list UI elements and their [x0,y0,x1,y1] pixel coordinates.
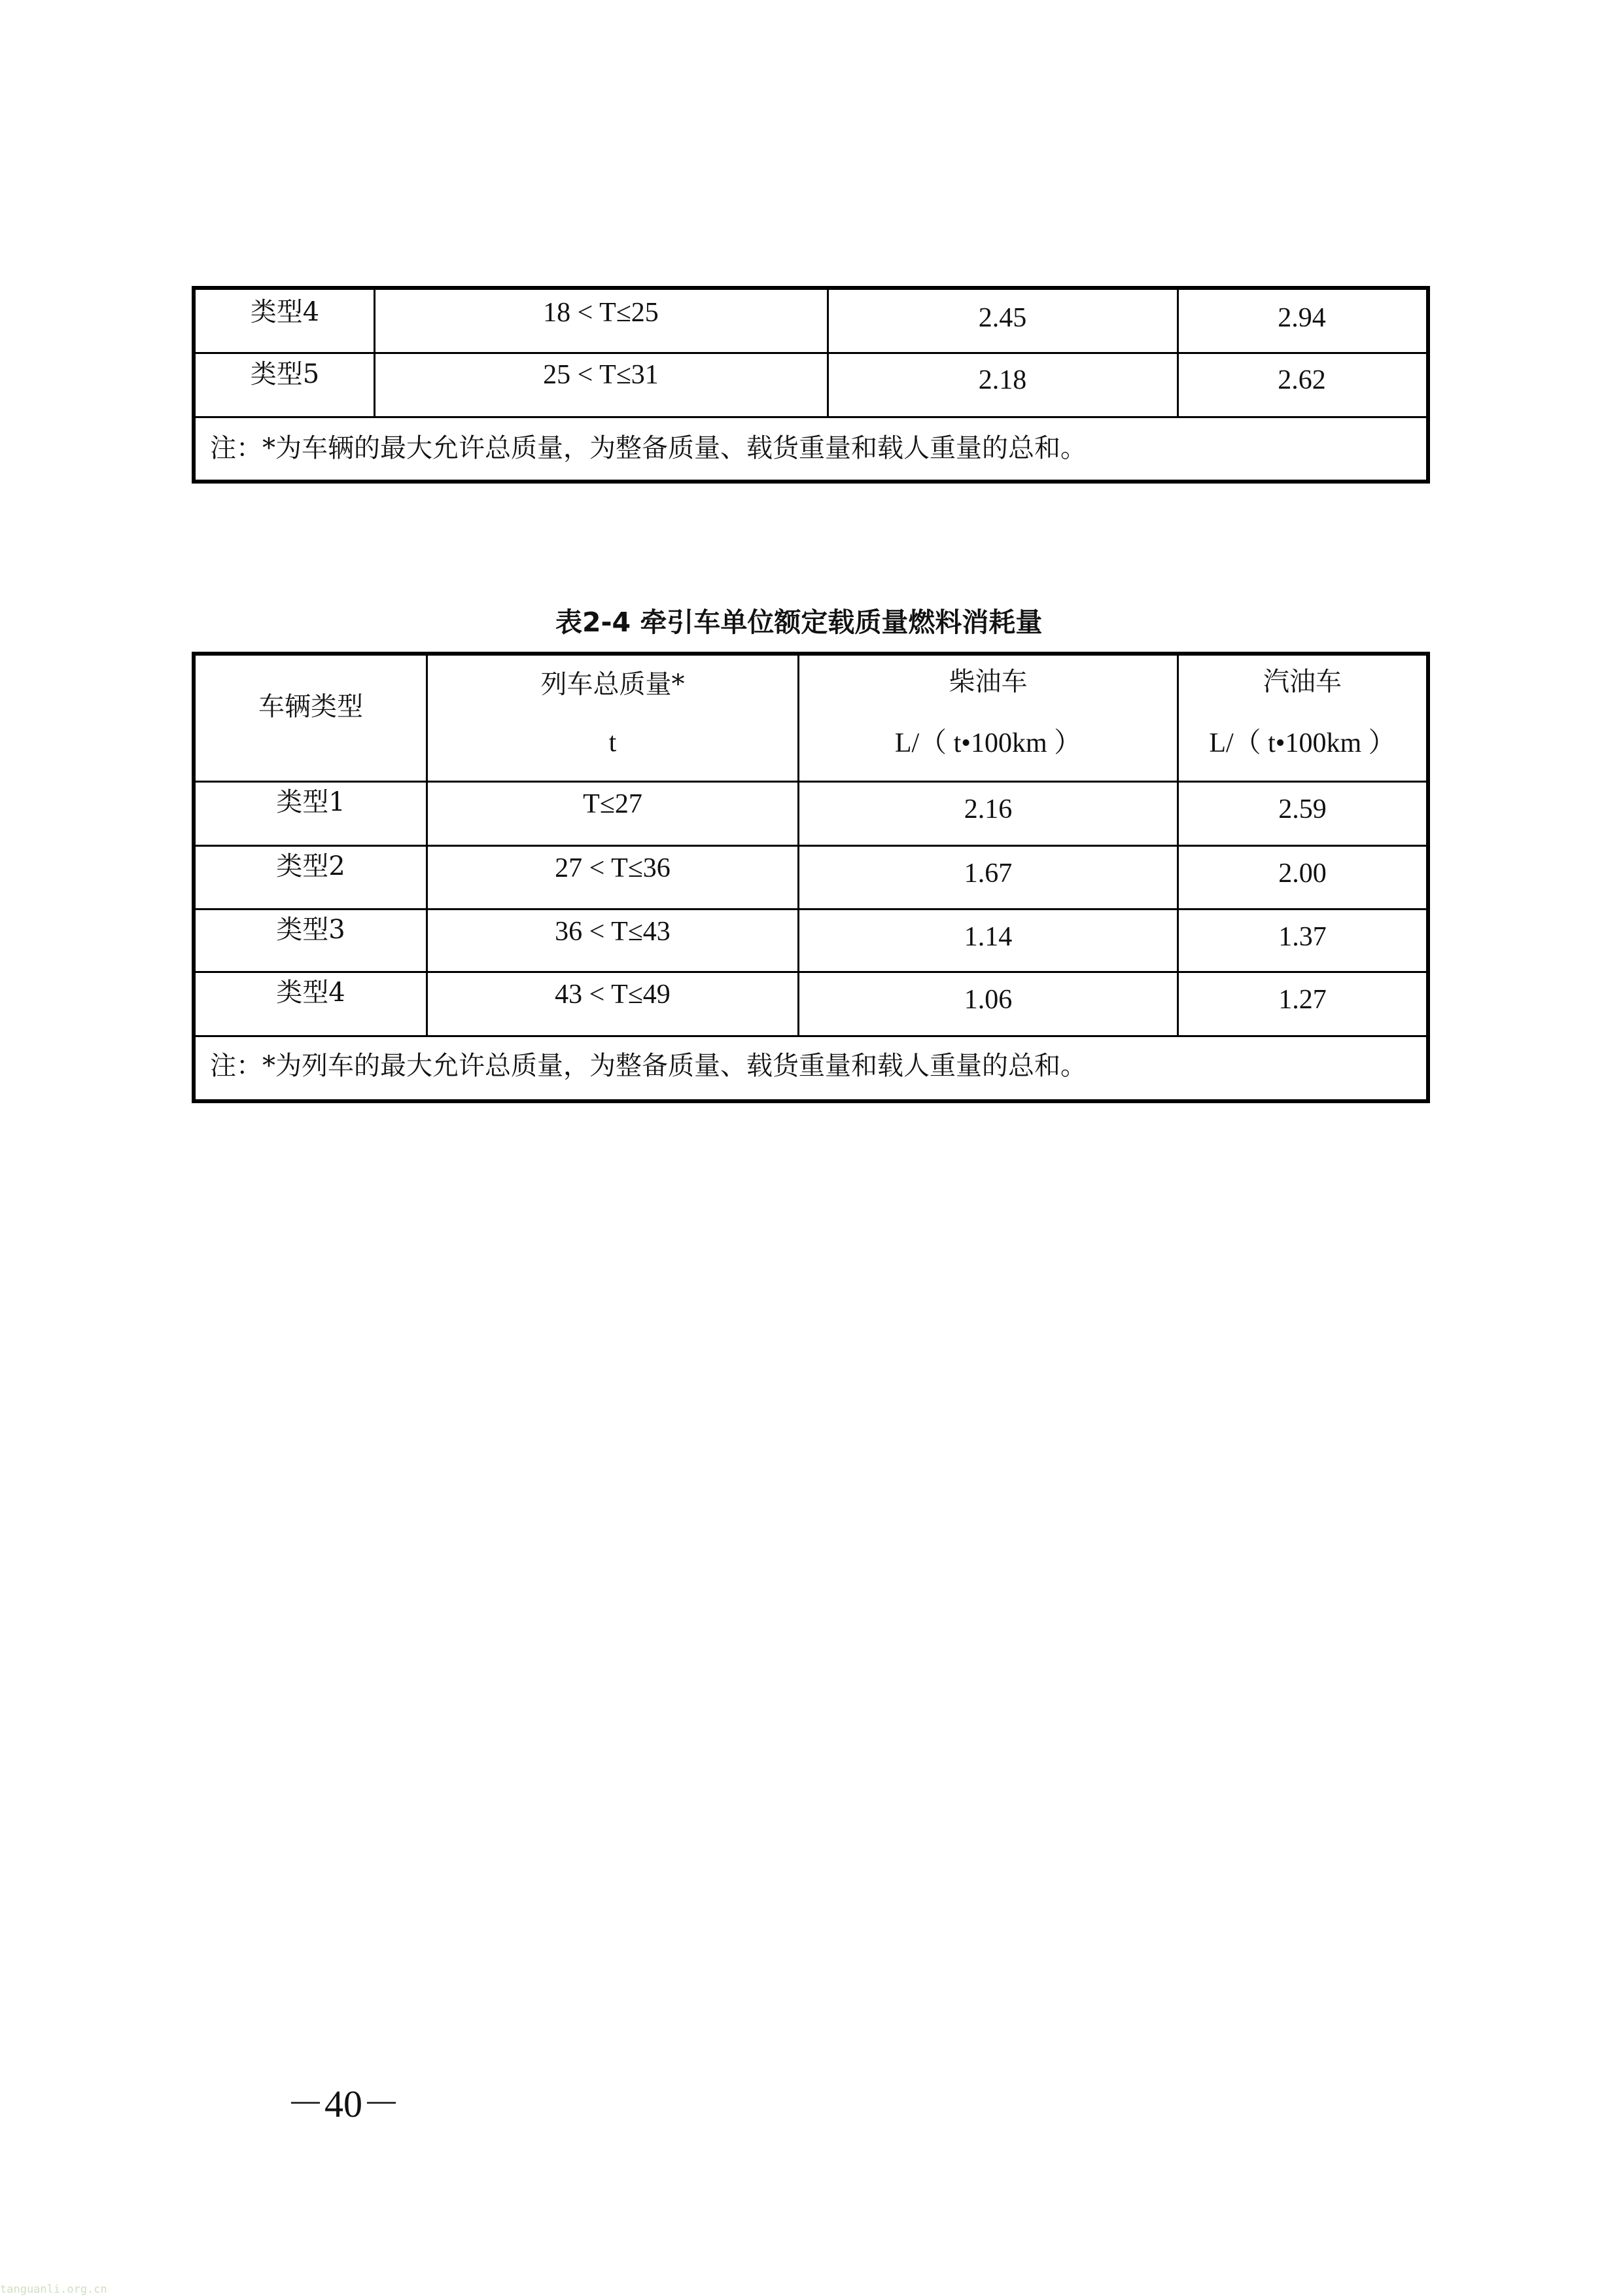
header-unit: t [608,728,617,758]
cell-type [196,973,426,1035]
cell-text: 类型4 [250,297,320,327]
header-unit: L/（ t•100km ） [1209,728,1396,758]
cell-text: 类型5 [250,359,320,389]
header-type [196,656,426,781]
watermark: tanguanli.org.cn [0,2283,107,2296]
cell-mass [374,290,828,353]
cell-text: 2.59 [1278,794,1327,824]
header-mass [428,656,797,781]
cell-gasoline [1178,290,1426,353]
cell-text: 2.62 [1278,365,1326,395]
cell-type [196,783,426,845]
cell-text: 类型4 [276,978,345,1008]
cell-mass [428,910,797,971]
header-unit: L/（ t•100km ） [894,728,1082,758]
cell-diesel [799,847,1177,908]
cell-gasoline [1179,847,1426,908]
cell-text: 类型1 [276,787,345,817]
cell-text: 类型2 [276,851,345,881]
table-continued [192,286,1430,484]
cell-diesel [799,910,1177,971]
cell-gasoline [1179,910,1426,971]
cell-gasoline [1179,783,1426,845]
cell-text: 27 < T≤36 [555,853,671,883]
cell-diesel [828,290,1178,353]
cell-gasoline [1179,973,1426,1035]
header-text: 汽油车 [1263,667,1342,697]
cell-text: 25 < T≤31 [543,360,659,390]
table-row [196,973,1426,1035]
table-note-row [196,418,1426,480]
table-row [196,290,1426,353]
cell-text: 1.06 [964,985,1013,1015]
cell-text: 2.45 [978,303,1027,333]
cell-text: 43 < T≤49 [555,980,671,1010]
cell-text: 1.37 [1278,922,1327,952]
table-row [196,353,1426,416]
cell-text: T≤27 [583,789,642,819]
table-note: 注：*为列车的最大允许总质量，为整备质量、载货重量和载人重量的总和。 [210,1051,1087,1081]
cell-type [196,290,374,353]
cell-text: 2.94 [1278,303,1326,333]
cell-text: 2.16 [964,794,1013,824]
cell-text: 1.67 [964,858,1013,889]
table-2-4 [192,652,1430,1103]
header-gasoline [1179,656,1426,781]
cell-gasoline [1178,353,1426,416]
cell-mass [374,353,828,416]
header-diesel [799,656,1177,781]
cell-text: 2.18 [978,365,1027,395]
cell-text: 类型3 [276,915,345,945]
cell-text: 1.27 [1278,985,1327,1015]
table-note: 注：*为车辆的最大允许总质量，为整备质量、载货重量和载人重量的总和。 [210,433,1087,463]
table-title: 表2-4 牵引车单位额定载质量燃料消耗量 [555,607,1043,638]
cell-diesel [799,783,1177,845]
cell-type [196,847,426,908]
page-number: －40－ [287,2083,401,2125]
header-text: 列车总质量* [540,669,685,699]
table-header-row [196,656,1426,781]
cell-text: 1.14 [964,922,1013,952]
cell-diesel [799,973,1177,1035]
table-row [196,783,1426,845]
cell-text: 2.00 [1278,858,1327,889]
header-text: 车辆类型 [258,692,363,722]
header-text: 柴油车 [949,667,1028,697]
table-row [196,847,1426,908]
cell-mass [428,973,797,1035]
cell-text: 36 < T≤43 [555,917,671,947]
cell-type [196,910,426,971]
cell-diesel [828,353,1178,416]
table-note-row [196,1037,1426,1099]
table-row [196,910,1426,971]
cell-mass [428,783,797,845]
cell-text: 18 < T≤25 [543,298,659,328]
cell-type [196,353,374,416]
cell-mass [428,847,797,908]
